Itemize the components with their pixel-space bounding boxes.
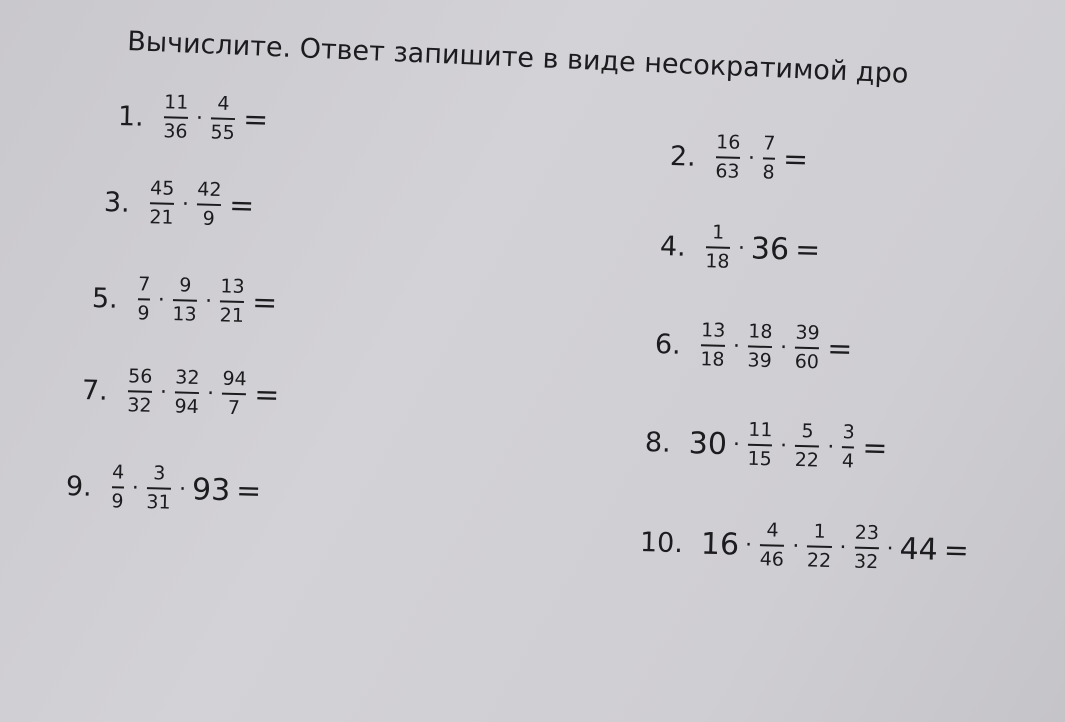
denominator: 18 bbox=[700, 348, 725, 371]
numerator: 18 bbox=[748, 322, 773, 348]
problem-item bbox=[654, 320, 853, 373]
problem-number: 9. bbox=[65, 470, 93, 503]
denominator: 55 bbox=[210, 121, 236, 145]
multiply-dot: · bbox=[839, 534, 847, 560]
equals-sign: = bbox=[242, 101, 269, 138]
numerator: 9 bbox=[173, 276, 198, 302]
denominator: 36 bbox=[163, 120, 188, 143]
fraction bbox=[698, 321, 727, 370]
denominator: 4 bbox=[841, 450, 855, 473]
whole-number: 44 bbox=[899, 531, 939, 568]
multiply-dot: · bbox=[204, 288, 213, 314]
multiply-dot: · bbox=[131, 475, 140, 501]
whole-number: 30 bbox=[688, 425, 728, 462]
numerator: 94 bbox=[222, 370, 247, 396]
multiply-dot: · bbox=[791, 533, 800, 559]
whole-number: 93 bbox=[191, 471, 231, 508]
fraction bbox=[760, 134, 777, 182]
numerator: 4 bbox=[760, 521, 785, 547]
multiply-dot: · bbox=[159, 379, 168, 405]
fraction bbox=[792, 321, 821, 374]
equals-sign: = bbox=[943, 532, 970, 569]
fraction bbox=[194, 180, 223, 229]
numerator: 11 bbox=[164, 93, 189, 119]
denominator: 9 bbox=[137, 302, 150, 325]
equals-sign: = bbox=[826, 331, 853, 367]
problem-item bbox=[659, 222, 820, 274]
numerator: 42 bbox=[197, 180, 222, 206]
numerator: 13 bbox=[701, 321, 726, 347]
fraction bbox=[170, 276, 199, 325]
numerator: 3 bbox=[147, 464, 172, 490]
denominator: 22 bbox=[806, 549, 832, 573]
problem-number: 10. bbox=[639, 526, 684, 559]
whole-number: 36 bbox=[750, 230, 790, 267]
denominator: 21 bbox=[149, 206, 174, 229]
numerator: 16 bbox=[716, 133, 741, 159]
multiply-dot: · bbox=[826, 434, 835, 460]
whole-number: 16 bbox=[700, 526, 740, 563]
denominator: 63 bbox=[715, 160, 740, 183]
denominator: 9 bbox=[202, 207, 215, 230]
multiply-dot: · bbox=[195, 105, 204, 131]
equals-sign: = bbox=[782, 141, 809, 178]
denominator: 22 bbox=[794, 448, 820, 472]
equals-sign: = bbox=[251, 284, 278, 321]
equals-sign: = bbox=[235, 472, 262, 509]
denominator: 13 bbox=[172, 303, 197, 326]
denominator: 94 bbox=[174, 395, 200, 419]
multiply-dot: · bbox=[747, 145, 756, 171]
numerator: 45 bbox=[150, 179, 175, 205]
fraction bbox=[703, 223, 732, 272]
problem-number: 3. bbox=[103, 186, 131, 219]
fraction bbox=[135, 275, 152, 323]
problem-number: 7. bbox=[81, 374, 109, 407]
fraction bbox=[745, 322, 774, 371]
problem-item bbox=[65, 462, 262, 515]
problem-item bbox=[103, 178, 254, 230]
multiply-dot: · bbox=[732, 333, 741, 359]
fraction bbox=[852, 521, 881, 574]
numerator: 7 bbox=[138, 275, 151, 300]
fraction bbox=[208, 94, 237, 143]
fraction bbox=[713, 133, 742, 182]
problem-item bbox=[81, 366, 280, 419]
numerator: 23 bbox=[854, 524, 879, 550]
numerator: 13 bbox=[220, 277, 245, 303]
problem-number: 5. bbox=[91, 282, 119, 315]
denominator: 32 bbox=[127, 394, 152, 417]
multiply-dot: · bbox=[178, 476, 187, 502]
problem-item bbox=[117, 92, 268, 144]
fraction bbox=[745, 418, 774, 471]
numerator: 7 bbox=[763, 134, 776, 159]
multiply-dot: · bbox=[737, 235, 746, 261]
problem-number: 1. bbox=[117, 100, 145, 133]
problem-number: 4. bbox=[659, 230, 687, 263]
denominator: 39 bbox=[747, 349, 773, 373]
numerator: 4 bbox=[112, 463, 125, 488]
numerator: 4 bbox=[211, 94, 236, 120]
numerator: 39 bbox=[795, 324, 820, 350]
denominator: 60 bbox=[794, 350, 820, 374]
denominator: 18 bbox=[705, 250, 730, 273]
fraction bbox=[144, 464, 173, 513]
multiply-dot: · bbox=[779, 334, 788, 360]
problem-number: 2. bbox=[669, 140, 697, 173]
fraction bbox=[161, 93, 190, 142]
denominator: 15 bbox=[747, 447, 773, 471]
equals-sign: = bbox=[861, 430, 888, 466]
numerator: 56 bbox=[128, 367, 153, 393]
worksheet-title: Вычислите. Ответ запишите в виде несократимой дро bbox=[126, 26, 909, 90]
fraction bbox=[792, 422, 821, 471]
problem-number: 8. bbox=[644, 426, 672, 459]
problem-item bbox=[669, 132, 808, 184]
fraction bbox=[219, 367, 248, 420]
problem-number: 6. bbox=[654, 328, 682, 361]
numerator: 1 bbox=[706, 223, 731, 249]
multiply-dot: · bbox=[779, 433, 788, 459]
multiply-dot: · bbox=[181, 191, 190, 217]
denominator: 46 bbox=[759, 548, 785, 571]
numerator: 3 bbox=[842, 423, 855, 448]
fraction bbox=[109, 463, 126, 511]
equals-sign: = bbox=[794, 232, 821, 268]
problem-item bbox=[91, 274, 278, 327]
multiply-dot: · bbox=[206, 380, 215, 406]
multiply-dot: · bbox=[732, 431, 741, 457]
denominator: 8 bbox=[762, 161, 775, 184]
numerator: 5 bbox=[795, 422, 820, 448]
fraction bbox=[805, 522, 834, 571]
multiply-dot: · bbox=[157, 287, 166, 313]
problem-item bbox=[644, 418, 888, 472]
fraction bbox=[147, 179, 176, 228]
denominator: 32 bbox=[853, 550, 879, 574]
fraction bbox=[125, 367, 154, 416]
problem-item bbox=[639, 518, 969, 575]
numerator: 1 bbox=[807, 522, 832, 548]
equals-sign: = bbox=[253, 377, 280, 413]
multiply-dot: · bbox=[886, 535, 894, 562]
denominator: 9 bbox=[111, 490, 124, 513]
fraction bbox=[757, 521, 786, 570]
denominator: 7 bbox=[227, 396, 241, 420]
equals-sign: = bbox=[228, 187, 255, 224]
numerator: 11 bbox=[748, 421, 773, 447]
multiply-dot: · bbox=[744, 532, 753, 558]
fraction bbox=[840, 423, 857, 471]
denominator: 31 bbox=[146, 491, 171, 514]
denominator: 21 bbox=[219, 304, 245, 327]
fraction bbox=[172, 368, 201, 417]
numerator: 32 bbox=[175, 368, 200, 394]
fraction bbox=[217, 277, 246, 326]
